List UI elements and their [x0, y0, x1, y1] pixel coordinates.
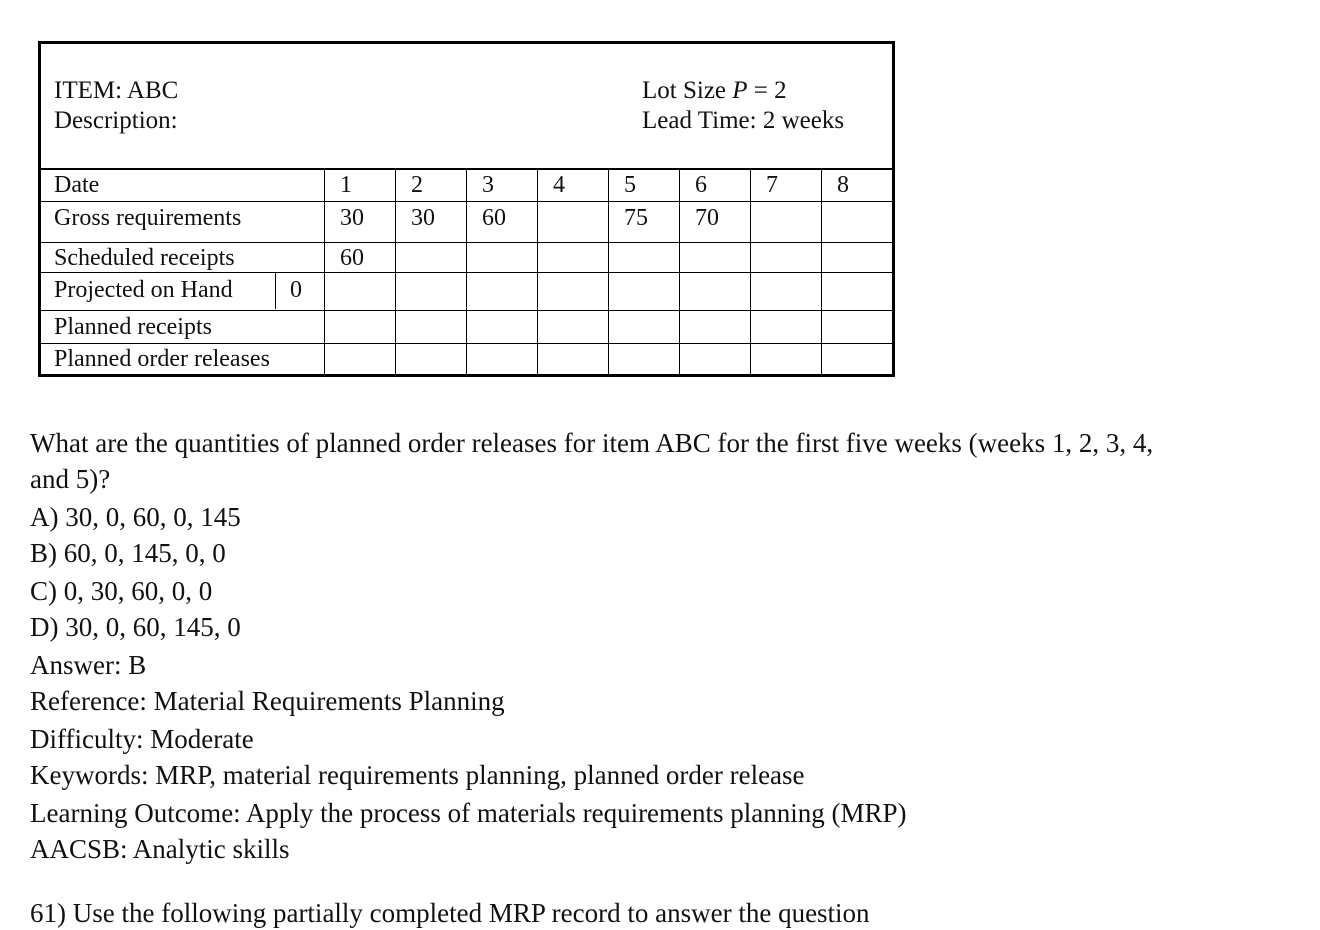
gross-requirement-value: 60: [482, 205, 506, 231]
lead-time-label: Lead Time: 2 weeks: [642, 107, 845, 134]
week-header: 3: [482, 172, 494, 198]
week-header: 2: [411, 172, 423, 198]
grid-hline: [41, 272, 892, 273]
week-header: 7: [766, 172, 778, 198]
gross-requirement-value: 70: [695, 205, 719, 231]
grid-hline: [41, 201, 892, 202]
week-header: 5: [624, 172, 636, 198]
option-c: C) 0, 30, 60, 0, 0: [30, 576, 213, 606]
grid-hline: [41, 310, 892, 311]
question-text-line-2: and 5)?: [30, 464, 111, 494]
planned-order-releases-label: Planned order releases: [54, 346, 270, 372]
description-label: Description:: [54, 107, 178, 134]
week-header: 8: [837, 172, 849, 198]
lot-size-variable: P: [732, 77, 748, 104]
gross-requirement-value: 75: [624, 205, 648, 231]
week-header: 1: [340, 172, 352, 198]
next-question-cutoff: 61) Use the following partially completed MRP record to answer the question: [30, 898, 870, 928]
mrp-record-table: [38, 41, 895, 377]
difficulty-line: Difficulty: Moderate: [30, 724, 254, 754]
gross-requirement-value: 30: [340, 205, 364, 231]
lot-size-suffix: = 2: [747, 77, 787, 104]
date-row-label: Date: [54, 172, 100, 198]
option-a: A) 30, 0, 60, 0, 145: [30, 502, 241, 532]
aacsb-line: AACSB: Analytic skills: [30, 834, 290, 864]
scheduled-receipts-label: Scheduled receipts: [54, 245, 235, 271]
lot-size-prefix: Lot Size: [642, 77, 733, 104]
grid-hline: [41, 343, 892, 344]
initial-on-hand-divider: [275, 272, 276, 309]
week-header: 4: [553, 172, 565, 198]
planned-receipts-label: Planned receipts: [54, 314, 212, 340]
gross-requirement-value: 30: [411, 205, 435, 231]
week-header: 6: [695, 172, 707, 198]
reference-line: Reference: Material Requirements Planning: [30, 686, 505, 716]
question-text-line-1: What are the quantities of planned order releases for item ABC for the first five weeks (weeks 1, 2, 3, 4,: [30, 428, 1154, 458]
grid-hline: [41, 242, 892, 243]
keywords-line: Keywords: MRP, material requirements planning, planned order release: [30, 760, 805, 790]
projected-on-hand-label: Projected on Hand: [54, 277, 233, 303]
option-d: D) 30, 0, 60, 145, 0: [30, 612, 241, 642]
scheduled-receipt-value: 60: [340, 245, 364, 271]
gross-requirements-label: Gross requirements: [54, 205, 242, 231]
lot-size-label: [642, 76, 787, 106]
answer-line: Answer: B: [30, 650, 147, 680]
item-label: ITEM: ABC: [54, 77, 179, 104]
learning-outcome-line: Learning Outcome: Apply the process of materials requirements planning (MRP): [30, 798, 907, 828]
option-b: B) 60, 0, 145, 0, 0: [30, 538, 226, 568]
projected-on-hand-initial: 0: [290, 277, 302, 303]
